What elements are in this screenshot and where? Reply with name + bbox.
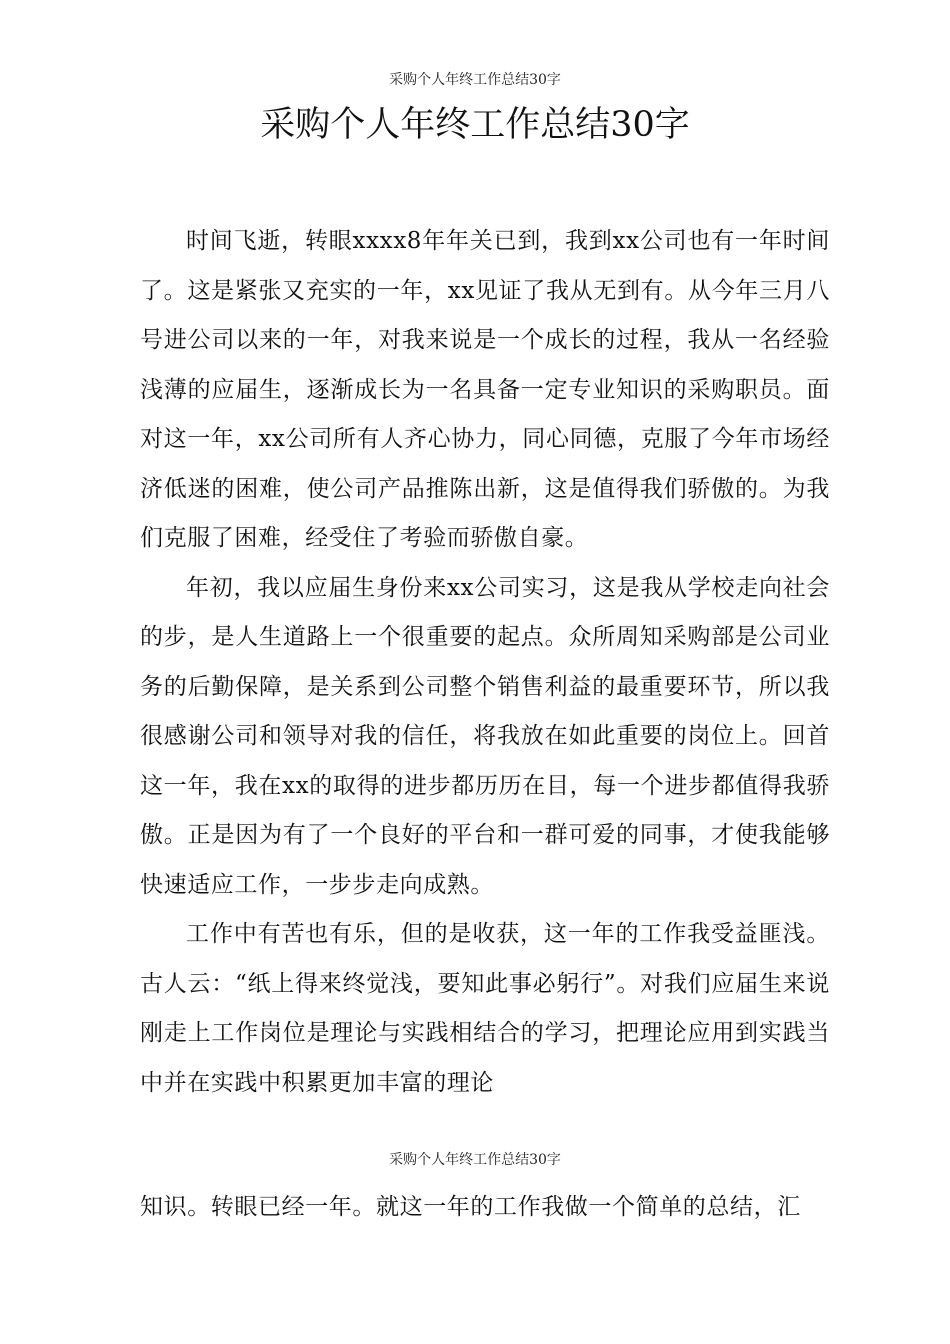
document-body-continued <box>140 1183 830 1233</box>
running-header-page-2: 采购个人年终工作总结30字 <box>389 1152 561 1168</box>
document-body <box>140 217 830 1108</box>
running-header: 采购个人年终工作总结30字 <box>389 72 561 88</box>
paragraph-2: 年初，我以应届生身份来xx公司实习，这是我从学校走向社会的步，是人生道路上一个很重要的起点。众所周知采购部是公司业务的后勤保障，是关系到公司整个销售利益的最重要环节，所以我很感谢公司和领导对我的信任，将我放在如此重要的岗位上。回首这一年，我在xx的取得的进步都历历在目，每一个进步都值得我骄傲。正是因为有了一个良好的平台和一群可爱的同事，才使我能够快速适应工作，一步步走向成熟。 <box>140 574 830 898</box>
paragraph-3: 工作中有苦也有乐，但的是收获，这一年的工作我受益匪浅。古人云：“纸上得来终觉浅，要知此事必躬行”。对我们应届生来说刚走上工作岗位是理论与实践相结合的学习，把理论应用到实践当中并在实践中积累更加丰富的理论 <box>140 921 830 1096</box>
paragraph-1: 时间飞逝，转眼xxxx8年年关已到，我到xx公司也有一年时间了。这是紧张又充实的一年，xx见证了我从无到有。从今年三月八号进公司以来的一年，对我来说是一个成长的过程，我从一名经验浅薄的应届生，逐渐成长为一名具备一定专业知识的采购职员。面对这一年，xx公司所有人齐心协力，同心同德，克服了今年市场经济低迷的困难，使公司产品推陈出新，这是值得我们骄傲的。为我们克服了困难，经受住了考验而骄傲自豪。 <box>140 228 830 551</box>
document-title: 采购个人年终工作总结30字 <box>260 105 690 145</box>
paragraph-continuation: 知识。转眼已经一年。就这一年的工作我做一个简单的总结，汇 <box>140 1194 801 1220</box>
